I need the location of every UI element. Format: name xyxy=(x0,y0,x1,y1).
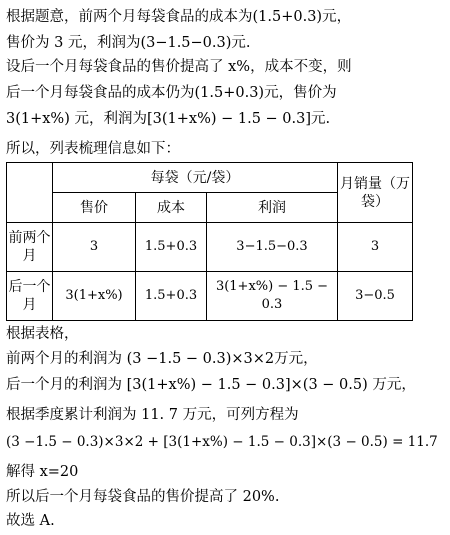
text-line-13: 所以后一个月每袋食品的售价提高了 20%. xyxy=(6,489,280,505)
row-label: 后一个月 xyxy=(7,272,53,321)
row-cost: 1.5+0.3 xyxy=(136,223,207,272)
table-header-profit: 利润 xyxy=(207,193,338,223)
text-line-6: 所以，列表梳理信息如下： xyxy=(6,141,180,157)
row-label: 前两个月 xyxy=(7,223,53,272)
row-profit: 3(1+x%) − 1.5 − 0.3 xyxy=(207,272,338,321)
table-header-group: 每袋（元/袋） xyxy=(53,163,338,193)
text-line-4: 后一个月每袋食品的成本仍为(1.5+0.3)元，售价为 xyxy=(6,85,337,101)
table-row xyxy=(7,223,413,272)
text-line-1: 根据题意，前两个月每袋食品的成本为(1.5+0.3)元， xyxy=(6,9,352,25)
text-line-2: 售价为 3 元，利润为(3−1.5−0.3)元. xyxy=(6,35,251,51)
row-price: 3 xyxy=(53,223,136,272)
row-profit: 3−1.5−0.3 xyxy=(207,223,338,272)
text-line-7: 根据表格， xyxy=(6,326,79,342)
table-header-cost: 成本 xyxy=(136,193,207,223)
text-line-12: 解得 x=20 xyxy=(6,464,79,480)
text-line-3: 设后一个月每袋食品的售价提高了 x%，成本不变，则 xyxy=(6,59,352,75)
table-header-sales: 月销量（万袋） xyxy=(338,163,413,223)
table-header-price: 售价 xyxy=(53,193,136,223)
row-sales: 3−0.5 xyxy=(338,272,413,321)
info-table xyxy=(6,162,413,321)
text-line-8: 前两个月的利润为 (3 −1.5 − 0.3)×3×2万元， xyxy=(6,351,318,367)
text-line-10: 根据季度累计利润为 11. 7 万元，可列方程为 xyxy=(6,407,299,423)
text-line-14: 故选 A. xyxy=(6,513,55,529)
text-line-9: 后一个月的利润为 [3(1+x%) − 1.5 − 0.3]×(3 − 0.5) 万元， xyxy=(6,377,416,393)
row-sales: 3 xyxy=(338,223,413,272)
equation-line: (3 −1.5 − 0.3)×3×2 + [3(1+x%) − 1.5 − 0.3]×(3 − 0.5) = 11.7 xyxy=(6,434,438,450)
table-row xyxy=(7,272,413,321)
text-line-5: 3(1+x%) 元，利润为[3(1+x%) − 1.5 − 0.3]元. xyxy=(6,111,331,127)
table-corner-cell xyxy=(7,163,53,223)
row-cost: 1.5+0.3 xyxy=(136,272,207,321)
row-price: 3(1+x%) xyxy=(53,272,136,321)
